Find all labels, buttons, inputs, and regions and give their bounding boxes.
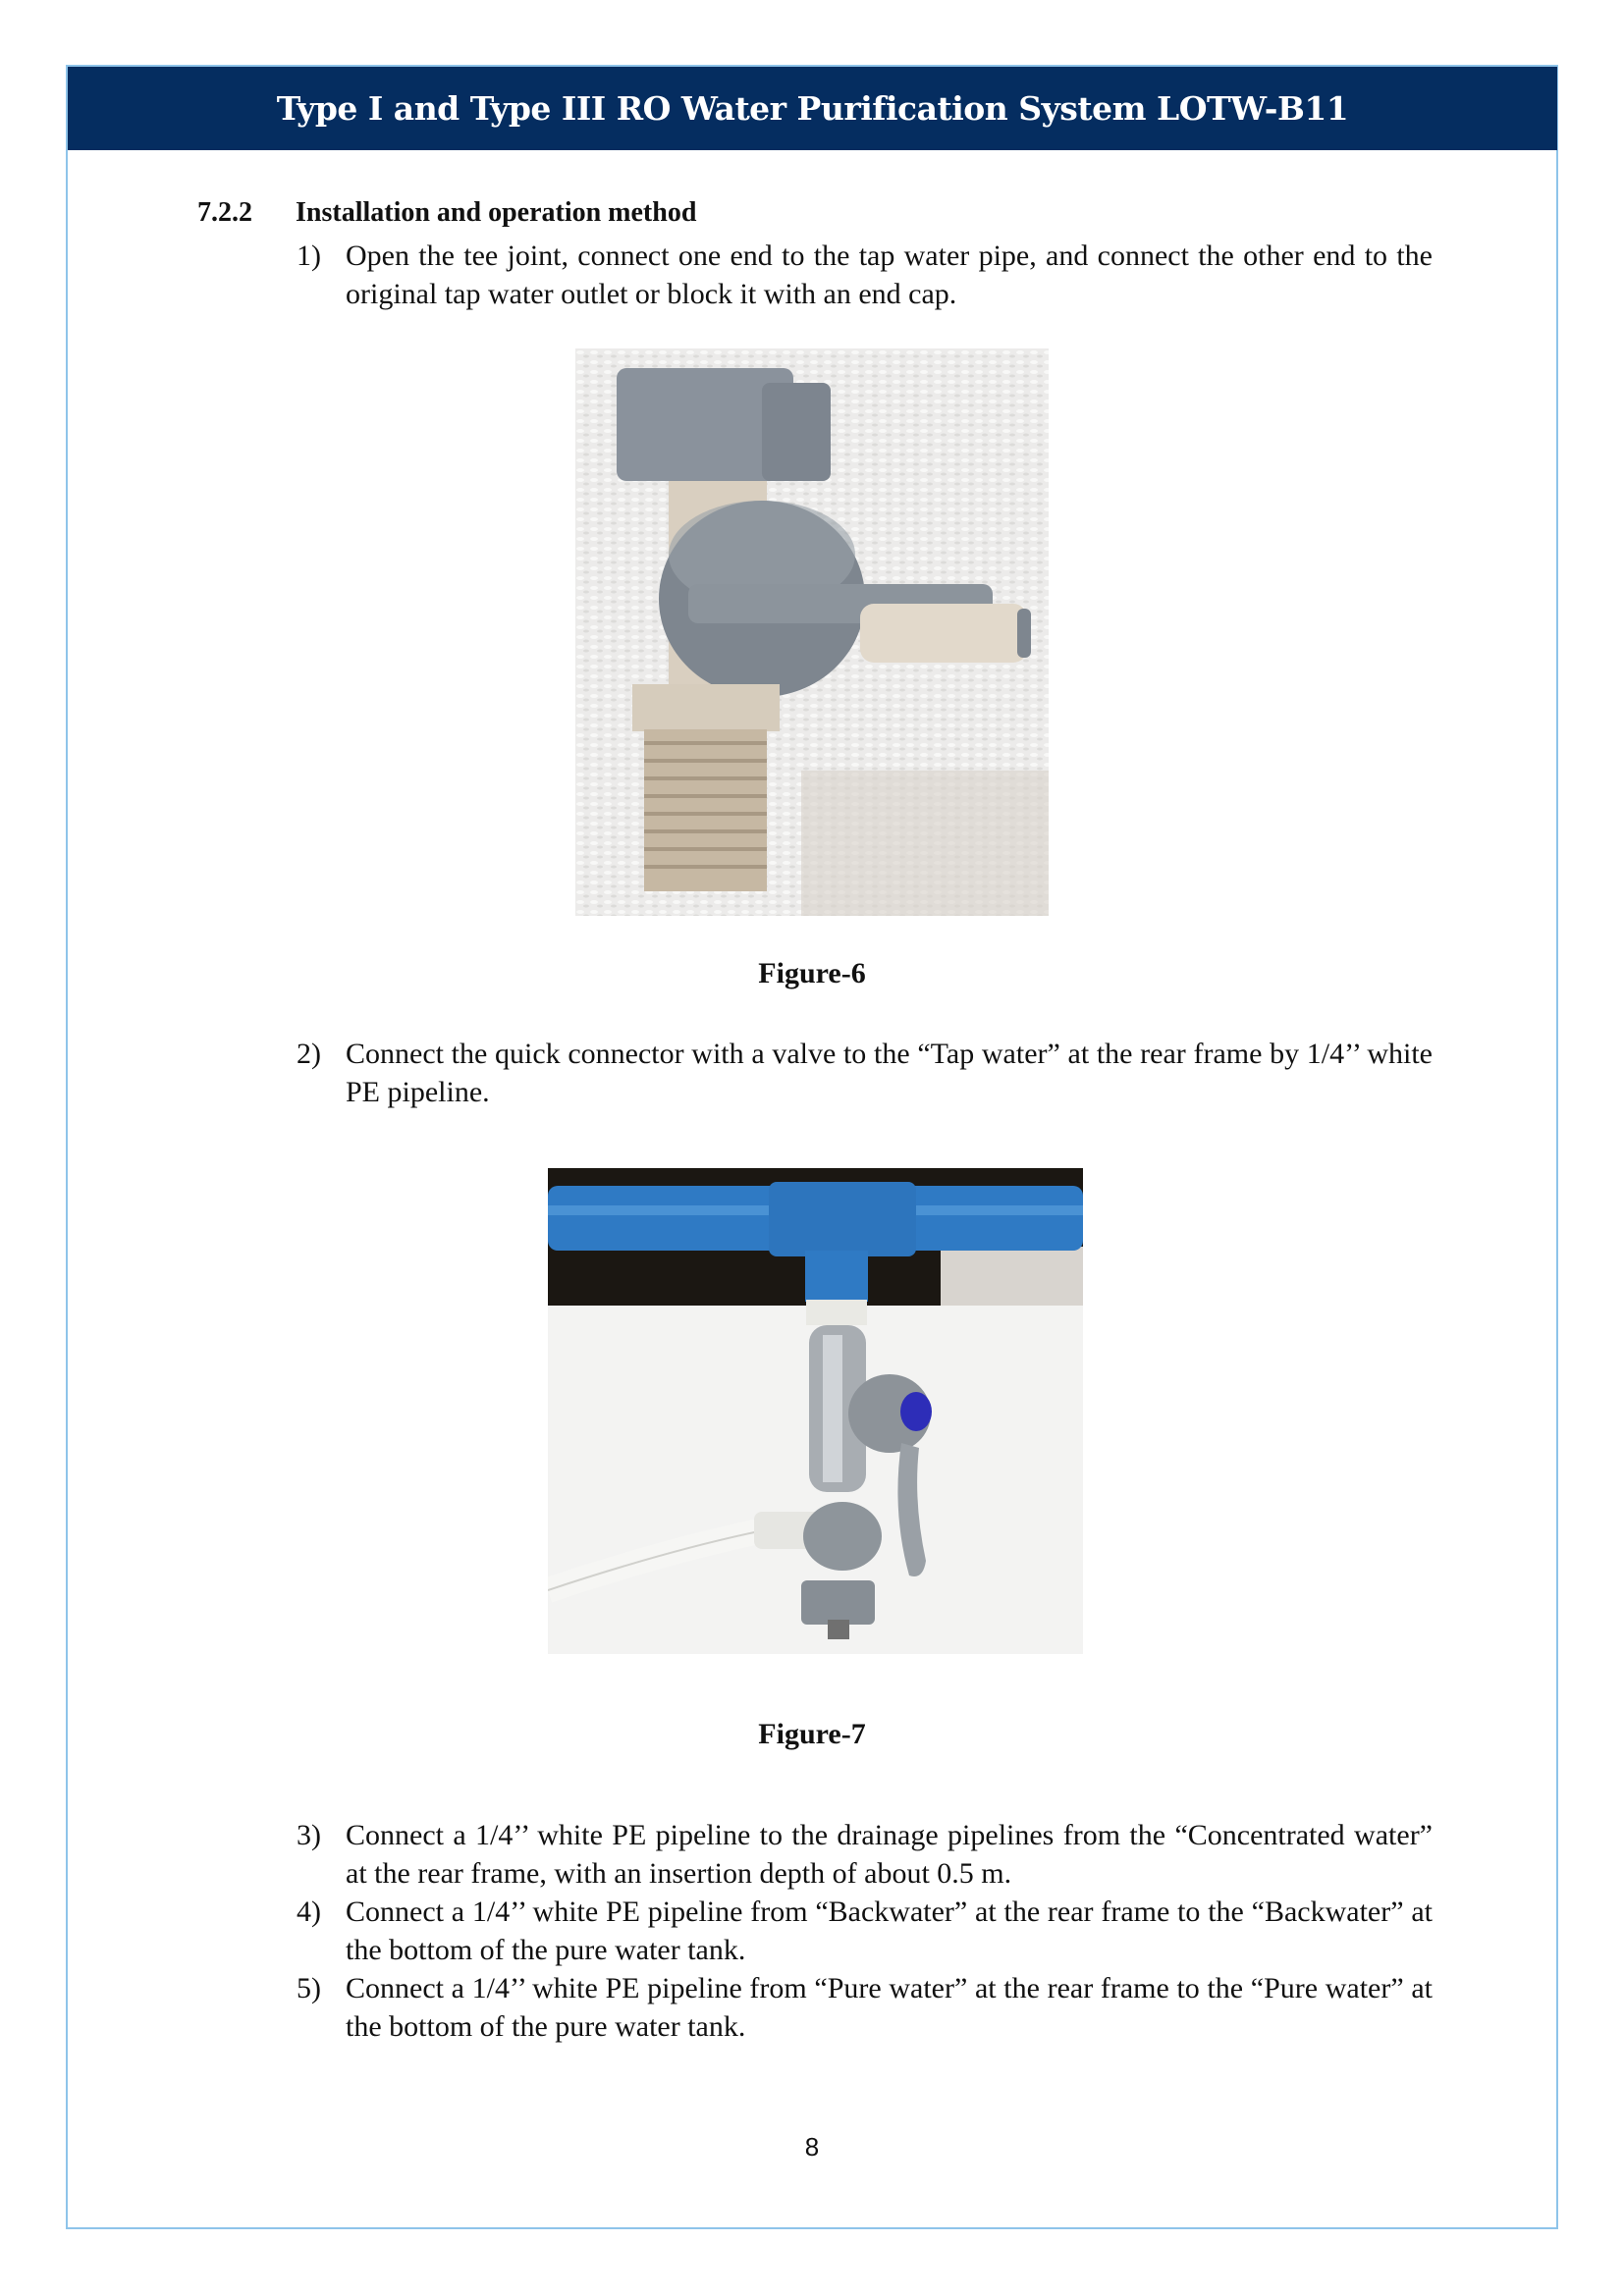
step-text: Connect the quick connector with a valve to the “Tap water” at the rear frame by 1/4’’ white PE pipeline. bbox=[346, 1038, 1433, 1108]
step-2 bbox=[297, 1035, 1433, 1111]
step-3 bbox=[297, 1816, 1433, 1893]
figure-6-image bbox=[575, 348, 1049, 916]
step-text: Connect a 1/4’’ white PE pipeline from “Pure water” at the rear frame to the “Pure water” at the bottom of the pure water tank. bbox=[346, 1972, 1433, 2043]
document-header bbox=[68, 67, 1557, 150]
figure-7-caption: Figure-7 bbox=[758, 1718, 866, 1750]
step-4 bbox=[297, 1893, 1433, 1969]
step-5 bbox=[297, 1969, 1433, 2046]
figure-7-image bbox=[548, 1168, 1083, 1654]
section-title: Installation and operation method bbox=[296, 197, 697, 228]
step-number: 3) bbox=[297, 1819, 321, 1851]
figure-6-caption: Figure-6 bbox=[758, 957, 866, 989]
step-number: 1) bbox=[297, 240, 321, 272]
tee-joint-photo bbox=[575, 348, 1049, 916]
step-text: Connect a 1/4’’ white PE pipeline to the drainage pipelines from the “Concentrated water” at the rear frame, with an insertion depth of about 0.5 m. bbox=[346, 1819, 1433, 1890]
page-number: 8 bbox=[804, 2132, 820, 2162]
section-heading bbox=[197, 197, 696, 229]
step-number: 5) bbox=[297, 1972, 321, 2004]
step-1 bbox=[297, 237, 1433, 313]
step-number: 4) bbox=[297, 1896, 321, 1928]
section-number: 7.2.2 bbox=[197, 197, 252, 228]
tap-valve-photo bbox=[548, 1168, 1083, 1654]
step-text: Open the tee joint, connect one end to the tap water pipe, and connect the other end to the original tap water outlet or block it with an end cap. bbox=[346, 240, 1433, 310]
step-number: 2) bbox=[297, 1038, 321, 1070]
document-title: Type I and Type III RO Water Purification System LOTW-B11 bbox=[276, 89, 1349, 128]
step-text: Connect a 1/4’’ white PE pipeline from “Backwater” at the rear frame to the “Backwater” at the bottom of the pure water tank. bbox=[346, 1896, 1433, 1966]
